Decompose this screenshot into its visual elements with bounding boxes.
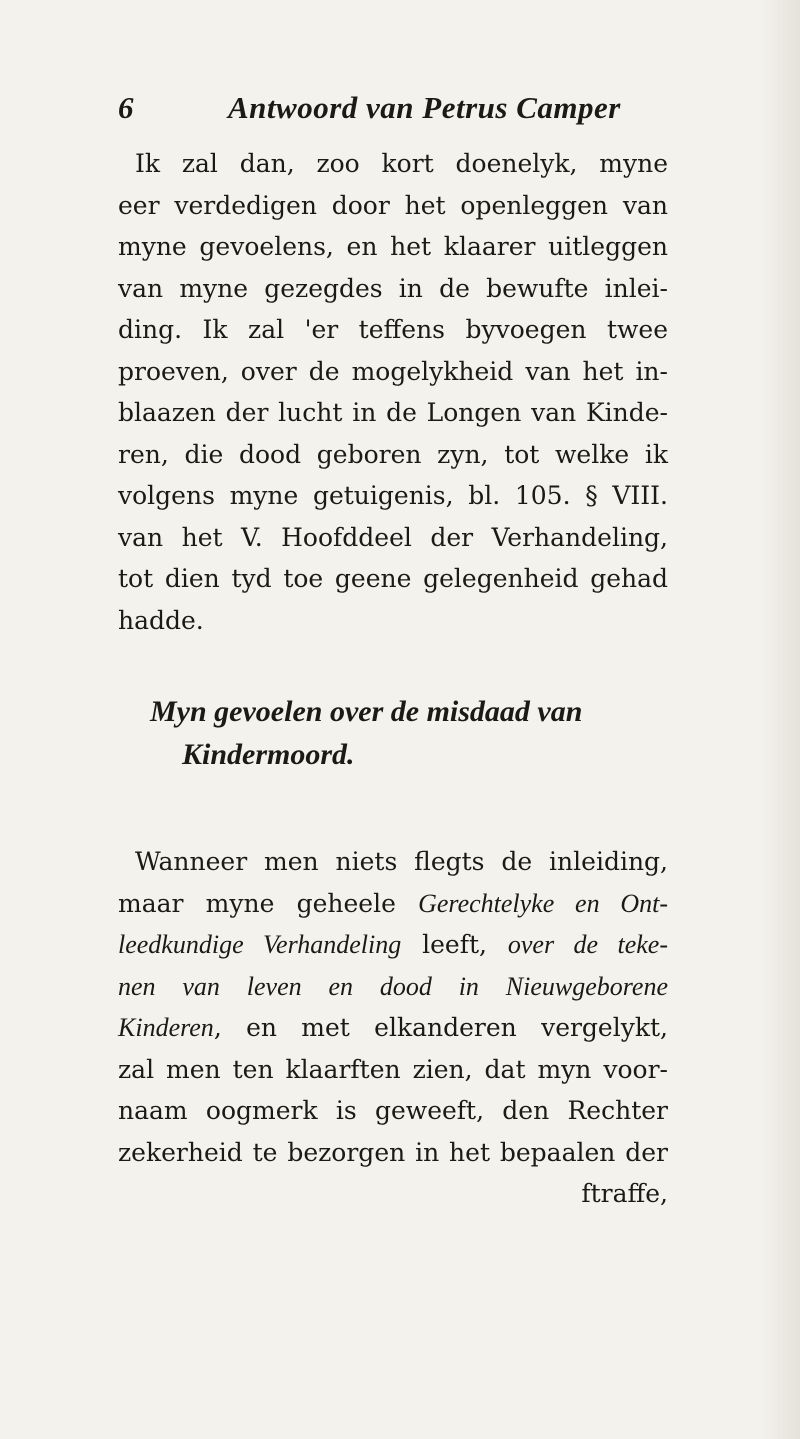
text-line: volgens myne getuigenis, bl. 105. § VIII.	[118, 481, 668, 510]
italic-run: over de teke-	[507, 930, 668, 959]
page-edge-shading	[760, 0, 800, 1439]
italic-run: leedkundige Verhandeling	[118, 930, 402, 959]
page-header	[118, 90, 678, 130]
text-line: ren, die dood geboren zyn, tot welke ik	[118, 439, 668, 469]
text-line: Ik zal dan, zoo kort doenelyk, myne	[135, 149, 668, 178]
text-line: proeven, over de mogelykheid van het in-	[118, 356, 668, 386]
text-line: naam oogmerk is geweeft, den Rechter	[118, 1096, 668, 1125]
text-line: myne gevoelens, en het klaarer uitleggen	[118, 232, 668, 261]
section-heading-line-1: Myn gevoelen over de misdaad van	[150, 695, 583, 728]
text-line	[118, 1007, 668, 1049]
italic-run: Gerechtelyke en Ont-	[418, 888, 668, 918]
italic-run: Kinderen	[118, 1013, 214, 1042]
text-line: nen van leven en dood in Nieuwgeborene	[118, 971, 668, 1001]
text-run: , en met elkanderen vergelykt,	[213, 1013, 668, 1042]
text-line: van myne gezegdes in de bewufte inlei-	[118, 273, 668, 303]
catchword: ftraffe,	[581, 1179, 668, 1208]
text-line: zekerheid te bezorgen in het bepaalen der	[118, 1137, 668, 1167]
text-line: van het V. Hoofddeel der Verhandeling,	[118, 522, 668, 552]
running-title: Antwoord van Petrus Camper	[228, 90, 621, 125]
page-number: 6	[118, 90, 134, 125]
text-line: blaazen der lucht in de Longen van Kinde-	[118, 398, 668, 427]
paragraph-intro	[118, 143, 668, 641]
text-line	[118, 883, 668, 925]
paragraph-main	[118, 841, 668, 1215]
text-line: Wanneer men niets flegts de inleiding,	[135, 847, 668, 876]
text-line: eer verdedigen door het openleggen van	[118, 190, 668, 220]
text-line: zal men ten klaarften zien, dat myn voor-	[118, 1054, 668, 1084]
text-run: leeft,	[401, 930, 508, 959]
text-line	[118, 924, 668, 966]
text-run: maar myne geheele	[118, 888, 419, 918]
text-line: hadde.	[118, 605, 204, 635]
text-line: ding. Ik zal 'er teffens byvoegen twee	[118, 315, 668, 344]
section-heading-line-2: Kindermoord.	[182, 738, 355, 771]
text-line: tot dien tyd toe geene gelegenheid gehad	[118, 564, 668, 593]
